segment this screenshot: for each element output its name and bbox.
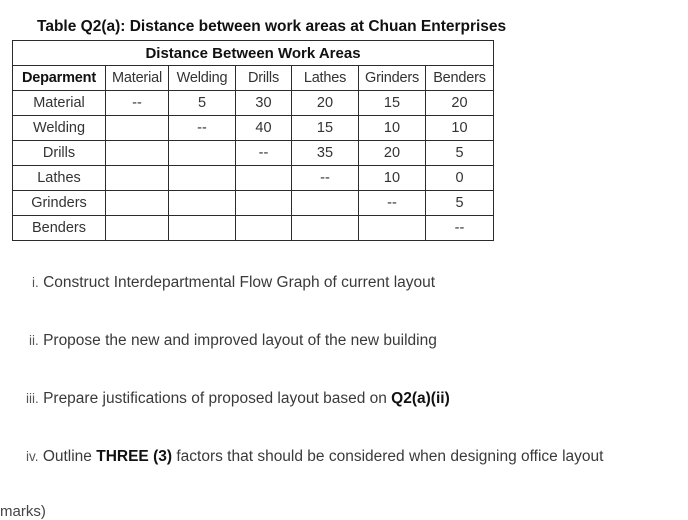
table-cell: -- [106,91,169,116]
table-cell: -- [426,216,494,241]
row-header: Lathes [13,166,106,191]
table-cell [169,141,236,166]
row-header: Grinders [13,191,106,216]
table-cell: 0 [426,166,494,191]
question-text: Construct Interdepartmental Flow Graph of current layout [43,274,436,291]
table-cell: 30 [236,91,292,116]
table-cell: 5 [426,141,494,166]
table-row [13,166,494,191]
column-header: Drills [236,66,292,91]
question-iv [26,448,603,466]
table-cell: -- [292,166,359,191]
table-row [13,91,494,116]
table-cell: 20 [292,91,359,116]
column-header: Deparment [13,66,106,91]
table-title: Table Q2(a): Distance between work areas at Chuan Enterprises [37,18,507,35]
table-row [13,116,494,141]
table-group-header-row [13,41,494,66]
table-column-header-row [13,66,494,91]
table-cell: -- [236,141,292,166]
question-i [32,274,435,292]
table-cell: 20 [359,141,426,166]
table-cell [169,216,236,241]
table-cell [169,166,236,191]
question-number: ii. [29,333,39,348]
table-cell [236,216,292,241]
distance-table [12,40,494,241]
question-iii [26,390,450,408]
table-cell [106,166,169,191]
row-header: Material [13,91,106,116]
table-group-header: Distance Between Work Areas [13,41,494,66]
table-row [13,191,494,216]
table-cell: 20 [426,91,494,116]
row-header: Benders [13,216,106,241]
question-reference: Q2(a)(ii) [391,390,450,407]
table-cell: 40 [236,116,292,141]
row-header: Welding [13,116,106,141]
column-header: Benders [426,66,494,91]
row-header: Drills [13,141,106,166]
question-ii [29,332,437,350]
table-cell: 5 [169,91,236,116]
column-header: Material [106,66,169,91]
table-cell [236,191,292,216]
table-cell: 35 [292,141,359,166]
question-emphasis: THREE (3) [96,448,173,465]
question-text: Propose the new and improved layout of the new building [43,332,437,349]
table-cell [359,216,426,241]
question-text-tail: factors that should be considered when designing office layout [172,448,604,465]
table-cell [292,216,359,241]
table-cell [106,216,169,241]
question-number: i. [32,275,39,290]
table-cell [106,141,169,166]
table-cell: -- [359,191,426,216]
column-header: Lathes [292,66,359,91]
table-cell: 10 [426,116,494,141]
cutoff-marks-text: marks) [0,503,46,520]
table-cell [292,191,359,216]
column-header: Grinders [359,66,426,91]
table-row [13,141,494,166]
table-cell: 15 [359,91,426,116]
question-text: Prepare justifications of proposed layout based on [43,390,392,407]
table-cell: 5 [426,191,494,216]
table-cell: 10 [359,166,426,191]
table-cell: 15 [292,116,359,141]
table-cell [106,116,169,141]
table-row [13,216,494,241]
question-number: iv. [26,449,39,464]
question-number: iii. [26,391,39,406]
table-cell: -- [169,116,236,141]
question-text: Outline [42,448,97,465]
table-cell [236,166,292,191]
table-cell [106,191,169,216]
table-cell [169,191,236,216]
table-cell: 10 [359,116,426,141]
column-header: Welding [169,66,236,91]
